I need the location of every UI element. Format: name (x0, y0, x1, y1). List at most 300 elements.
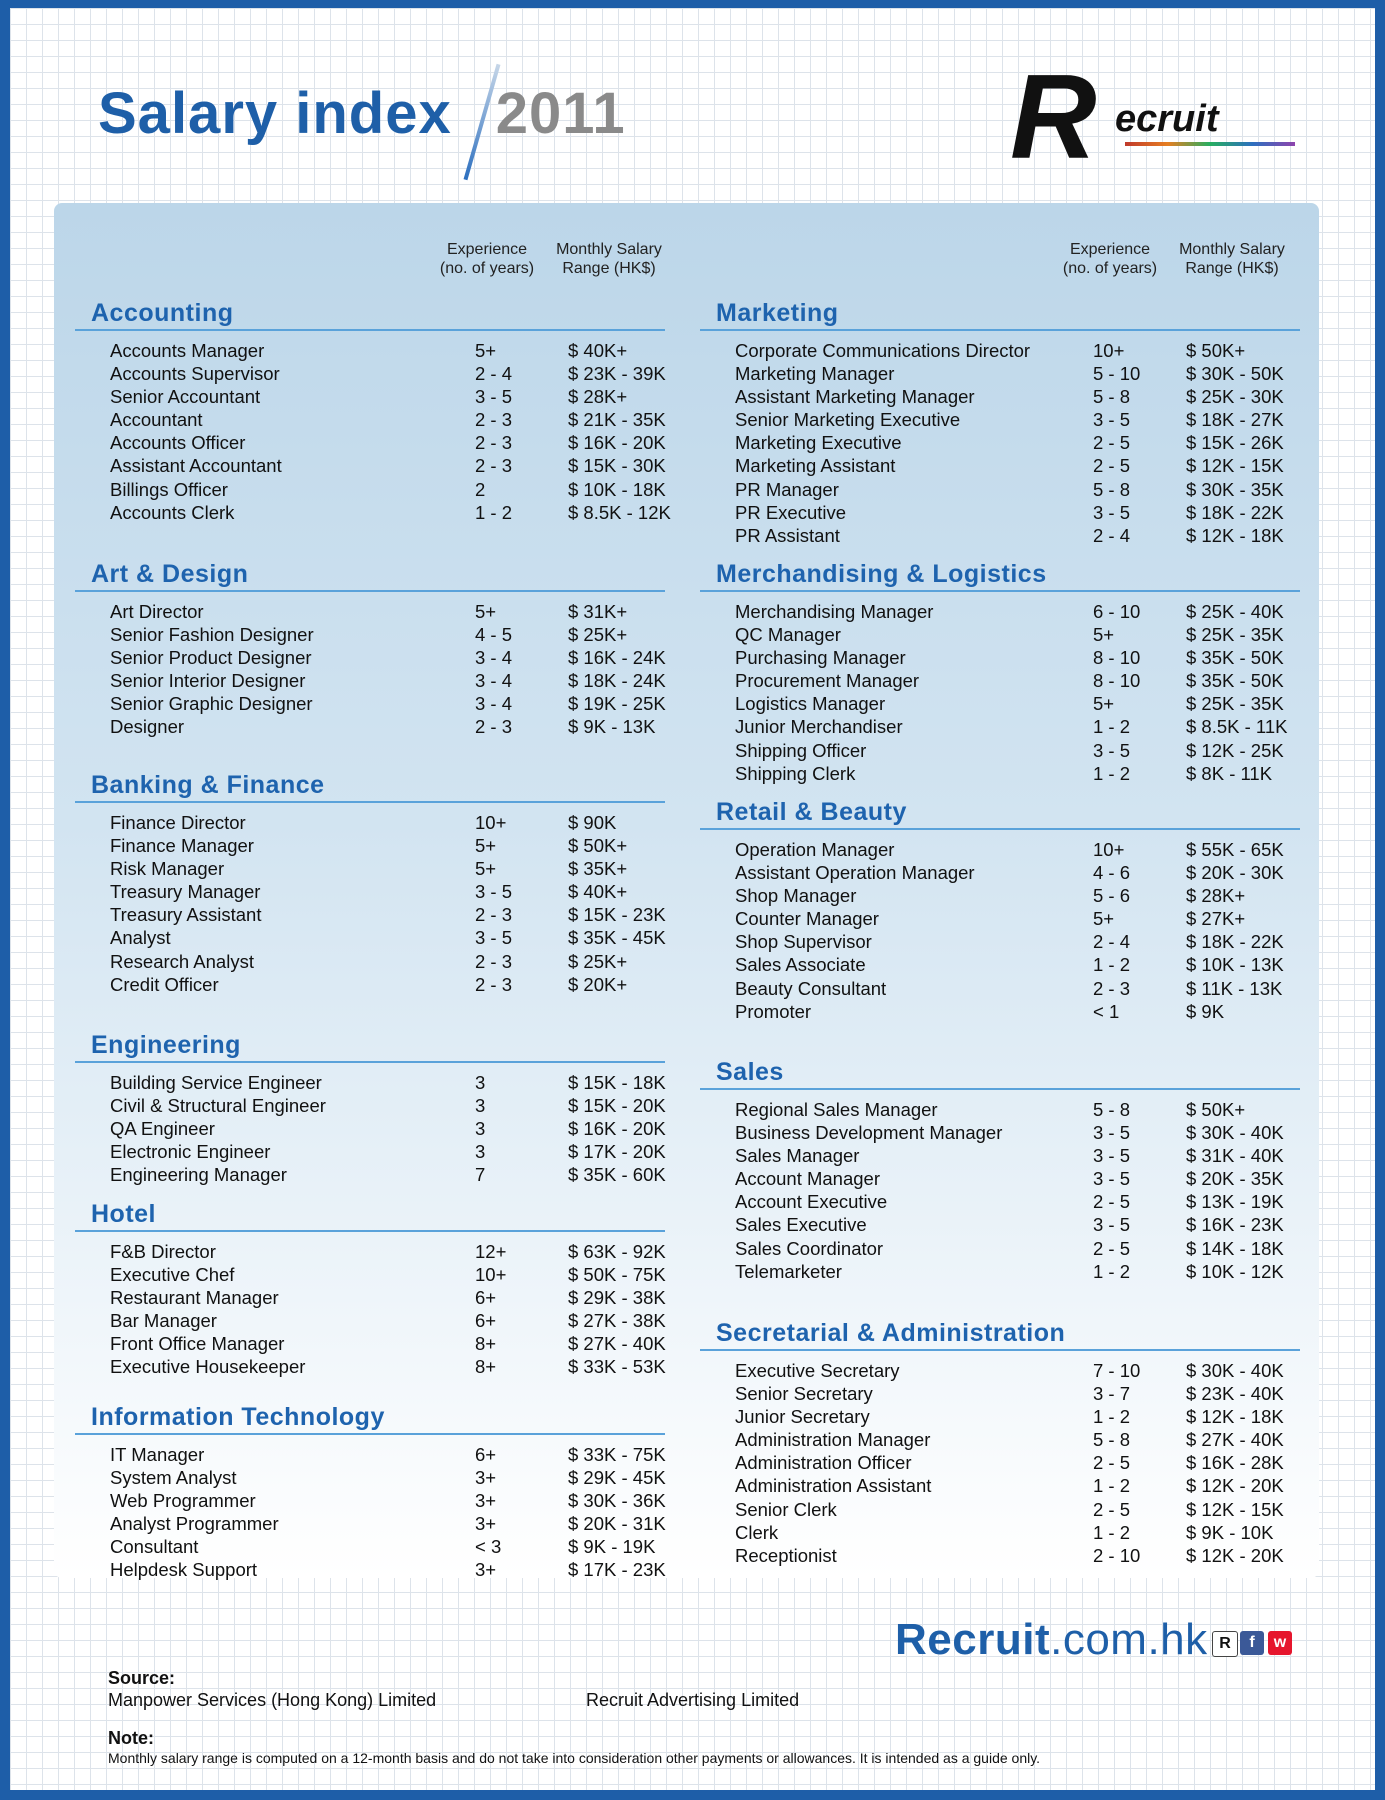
salary-range: $ 27K - 40K (568, 1333, 666, 1355)
salary-row (75, 834, 665, 857)
experience-value: 3 (475, 1095, 486, 1117)
experience-value: 2 - 5 (1093, 1191, 1131, 1213)
salary-list (700, 600, 1300, 785)
salary-row (75, 385, 665, 408)
job-title: Senior Marketing Executive (735, 409, 961, 431)
experience-value: 5+ (1093, 908, 1115, 930)
salary-row (700, 501, 1300, 524)
job-title: Senior Secretary (735, 1383, 873, 1405)
recruit-logo (1010, 50, 1310, 184)
job-title: Senior Accountant (110, 386, 261, 408)
salary-range: $ 33K - 53K (568, 1356, 666, 1378)
job-title: Front Office Manager (110, 1333, 285, 1355)
job-title: Telemarketer (735, 1260, 842, 1282)
experience-value: 3 - 5 (1093, 1168, 1131, 1190)
salary-range: $ 25K - 40K (1186, 601, 1284, 622)
salary-range: $ 12K - 18K (1186, 1406, 1284, 1428)
salary-row (700, 1213, 1300, 1236)
job-title: Assistant Operation Manager (735, 862, 975, 884)
salary-range: $ 35K+ (568, 858, 628, 880)
section-title: Banking & Finance (75, 770, 665, 803)
job-title: Senior Product Designer (110, 647, 312, 669)
salary-row (700, 739, 1300, 762)
experience-column-header (1055, 240, 1165, 278)
job-title: Art Director (110, 601, 204, 622)
job-title: Accounts Supervisor (110, 363, 280, 385)
experience-value: 2 - 3 (475, 716, 513, 738)
recruit-icon[interactable]: R (1212, 1631, 1238, 1657)
salary-list (75, 1443, 665, 1582)
experience-value: 3 - 4 (475, 647, 513, 669)
page-title (98, 80, 626, 147)
salary-range: $ 21K - 35K (568, 409, 666, 431)
salary-row (700, 524, 1300, 547)
section-title: Merchandising & Logistics (700, 559, 1300, 592)
salary-range: $ 35K - 50K (1186, 670, 1284, 692)
salary-range: $ 18K - 22K (1186, 931, 1284, 953)
salary-range: $ 16K - 20K (568, 1118, 666, 1140)
experience-value: 3 - 5 (1093, 1145, 1131, 1167)
job-title: Administration Manager (735, 1429, 931, 1451)
job-title: Research Analyst (110, 950, 254, 972)
experience-value: 5 - 10 (1093, 363, 1141, 385)
job-title: Senior Clerk (735, 1498, 837, 1520)
salary-row (75, 431, 665, 454)
experience-value: 8 - 10 (1093, 647, 1141, 669)
salary-row (75, 646, 665, 669)
salary-range: $ 50K - 75K (568, 1264, 666, 1286)
salary-range: $ 55K - 65K (1186, 839, 1284, 860)
salary-range: $ 16K - 20K (568, 432, 666, 454)
experience-value: 5+ (475, 858, 497, 880)
salary-range: $ 14K - 18K (1186, 1237, 1284, 1259)
experience-value: 3+ (475, 1467, 497, 1489)
salary-range: $ 10K - 13K (1186, 954, 1284, 976)
salary-range: $ 12K - 15K (1186, 1498, 1284, 1520)
experience-value: 6 - 10 (1093, 601, 1141, 622)
salary-row (700, 1098, 1300, 1121)
salary-row (700, 1428, 1300, 1451)
title-text: Salary index (98, 81, 452, 146)
salary-range: $ 20K - 31K (568, 1513, 666, 1535)
job-title: Helpdesk Support (110, 1559, 258, 1581)
salary-row (700, 762, 1300, 785)
job-title: Engineering Manager (110, 1164, 287, 1186)
salary-row (75, 1286, 665, 1309)
salary-range: $ 9K (1186, 1000, 1225, 1022)
job-title: Senior Interior Designer (110, 670, 306, 692)
job-title: Sales Manager (735, 1145, 860, 1167)
job-title: Promoter (735, 1000, 812, 1022)
section-2 (75, 770, 665, 996)
salary-row (75, 501, 671, 524)
job-title: Bar Manager (110, 1310, 217, 1332)
job-title: Finance Manager (110, 835, 254, 857)
experience-value: 2 - 4 (1093, 524, 1131, 546)
salary-range: $ 30K - 35K (1186, 478, 1284, 500)
job-title: Executive Housekeeper (110, 1356, 306, 1378)
salary-row (75, 857, 665, 880)
salary-row (75, 1466, 665, 1489)
header-line: Monthly Salary (556, 241, 662, 258)
job-title: Billings Officer (110, 478, 228, 500)
job-title: Marketing Manager (735, 363, 895, 385)
salary-range: $ 25K+ (568, 950, 628, 972)
salary-row (700, 1190, 1300, 1213)
salary-row (700, 362, 1300, 385)
logo-initial: R (1010, 50, 1097, 184)
salary-list (700, 1098, 1300, 1283)
salary-range: $ 18K - 24K (568, 670, 666, 692)
salary-range: $ 27K+ (1186, 908, 1246, 930)
job-title: Executive Chef (110, 1264, 235, 1286)
salary-row (75, 880, 665, 903)
salary-row (700, 1237, 1300, 1260)
salary-range: $ 12K - 25K (1186, 739, 1284, 761)
experience-value: 5 - 8 (1093, 1429, 1131, 1451)
salary-row (700, 431, 1300, 454)
section-title: Engineering (75, 1030, 665, 1063)
salary-range: $ 8.5K - 11K (1186, 716, 1288, 738)
experience-value: 10+ (1093, 340, 1125, 361)
salary-range: $ 31K+ (568, 601, 628, 622)
section-0 (75, 298, 671, 524)
salary-row (700, 715, 1300, 738)
salary-row (700, 861, 1300, 884)
job-title: Sales Executive (735, 1214, 867, 1236)
salary-range: $ 17K - 20K (568, 1141, 666, 1163)
salary-range: $ 12K - 20K (1186, 1475, 1284, 1497)
salary-range: $ 15K - 23K (568, 904, 666, 926)
salary-range: $ 29K - 38K (568, 1287, 666, 1309)
experience-value: 5+ (1093, 624, 1115, 646)
experience-value: 2 - 5 (1093, 455, 1131, 477)
job-title: Business Development Manager (735, 1122, 1003, 1144)
experience-value: 2 - 3 (1093, 977, 1131, 999)
job-title: Shipping Officer (735, 739, 867, 761)
experience-value: 1 - 2 (1093, 1475, 1131, 1497)
job-title: Shop Supervisor (735, 931, 872, 953)
experience-value: 3 - 5 (1093, 501, 1131, 523)
job-title: Web Programmer (110, 1490, 256, 1512)
job-title: Accounts Manager (110, 340, 265, 361)
salary-row (700, 1167, 1300, 1190)
salary-row (75, 926, 665, 949)
section-title: Accounting (75, 298, 665, 331)
salary-range: $ 40K+ (568, 881, 628, 903)
salary-row (700, 1382, 1300, 1405)
salary-range: $ 12K - 18K (1186, 524, 1284, 546)
salary-row (75, 478, 665, 501)
job-title: PR Executive (735, 501, 847, 523)
salary-list (75, 811, 665, 996)
salary-list (75, 600, 665, 739)
experience-value: 1 - 2 (475, 501, 513, 523)
salary-row (75, 362, 665, 385)
salary-range: $ 16K - 23K (1186, 1214, 1284, 1236)
experience-value: 2 - 3 (475, 973, 513, 995)
salary-range: $ 9K - 19K (568, 1536, 656, 1558)
experience-value: 5+ (475, 340, 497, 361)
salary-list (700, 339, 1300, 547)
job-title: Shop Manager (735, 885, 857, 907)
salary-range: $ 12K - 20K (1186, 1544, 1284, 1566)
salary-range: $ 30K - 40K (1186, 1122, 1284, 1144)
header-line: Range (HK$) (1185, 260, 1279, 277)
salary-range: $ 8.5K - 12K (568, 501, 671, 523)
salary-range: $ 29K - 45K (568, 1467, 666, 1489)
experience-value: 8+ (475, 1356, 497, 1378)
header-line: Experience (1069, 241, 1151, 258)
salary-range: $ 17K - 23K (568, 1559, 666, 1581)
salary-row (75, 1535, 665, 1558)
experience-value: 3 - 4 (475, 670, 513, 692)
job-title: Restaurant Manager (110, 1287, 279, 1309)
salary-range: $ 25K - 35K (1186, 624, 1284, 646)
salary-row (75, 454, 665, 477)
section-title: Hotel (75, 1199, 665, 1232)
job-title: Purchasing Manager (735, 647, 906, 669)
job-title: Shipping Clerk (735, 762, 856, 784)
salary-range: $ 50K+ (1186, 340, 1246, 361)
job-title: Executive Secretary (735, 1360, 900, 1381)
salary-range: $ 25K+ (568, 624, 628, 646)
experience-value: 3 - 5 (1093, 409, 1131, 431)
experience-value: 7 (475, 1164, 486, 1186)
job-title: Electronic Engineer (110, 1141, 271, 1163)
job-title: Senior Graphic Designer (110, 693, 313, 715)
note-text: Monthly salary range is computed on a 12-month basis and do not take into consideration other payments or allowances. It is intended as a guide only. (108, 1750, 1041, 1766)
experience-value: 3 (475, 1118, 486, 1140)
logo-color-bar (1125, 142, 1295, 146)
brand-url[interactable] (895, 1615, 1208, 1665)
experience-value: 1 - 2 (1093, 762, 1131, 784)
salary-row (700, 1000, 1300, 1023)
salary-row (700, 1121, 1300, 1144)
section-title: Sales (700, 1057, 1300, 1090)
salary-row (75, 715, 665, 738)
job-title: Consultant (110, 1536, 199, 1558)
experience-value: 6+ (475, 1444, 497, 1465)
experience-value: 2 - 5 (1093, 1237, 1131, 1259)
salary-row (700, 1260, 1300, 1283)
salary-row (75, 1355, 665, 1378)
job-title: Corporate Communications Director (735, 340, 1031, 361)
salary-range: $ 11K - 13K (1186, 977, 1283, 999)
experience-value: 2 (475, 478, 486, 500)
job-title: Risk Manager (110, 858, 225, 880)
salary-range: $ 20K+ (568, 973, 628, 995)
experience-value: 2 - 3 (475, 950, 513, 972)
experience-value: 2 - 5 (1093, 432, 1131, 454)
salary-row (700, 953, 1300, 976)
salary-range: $ 30K - 36K (568, 1490, 666, 1512)
experience-value: 2 - 4 (1093, 931, 1131, 953)
experience-value: 3 (475, 1072, 486, 1093)
salary-row (700, 977, 1300, 1000)
job-title: Account Manager (735, 1168, 881, 1190)
salary-range: $ 30K - 50K (1186, 363, 1284, 385)
job-title: Counter Manager (735, 908, 879, 930)
salary-row (75, 1263, 665, 1286)
salary-range: $ 15K - 26K (1186, 432, 1284, 454)
salary-row (700, 646, 1300, 669)
job-title: Junior Merchandiser (735, 716, 903, 738)
salary-range: $ 30K - 40K (1186, 1360, 1284, 1381)
salary-range: $ 9K - 10K (1186, 1521, 1274, 1543)
job-title: Marketing Executive (735, 432, 902, 454)
header-line: Experience (446, 241, 528, 258)
experience-value: 2 - 3 (475, 455, 513, 477)
salary-range: $ 35K - 60K (568, 1164, 666, 1186)
job-title: Regional Sales Manager (735, 1099, 938, 1120)
salary-range: $ 63K - 92K (568, 1241, 666, 1262)
job-title: Clerk (735, 1521, 779, 1543)
salary-row (75, 1240, 665, 1263)
salary-range: $ 28K+ (568, 386, 628, 408)
salary-range: $ 10K - 12K (1186, 1260, 1284, 1282)
source-recruit: Recruit Advertising Limited (586, 1690, 800, 1710)
salary-row (75, 600, 665, 623)
salary-range: $ 35K - 50K (1186, 647, 1284, 669)
job-title: Merchandising Manager (735, 601, 934, 622)
job-title: PR Assistant (735, 524, 840, 546)
job-title: System Analyst (110, 1467, 237, 1489)
experience-value: 8+ (475, 1333, 497, 1355)
salary-range: $ 50K+ (568, 835, 628, 857)
brand-domain: .com.hk (1050, 1615, 1208, 1664)
salary-range: $ 20K - 35K (1186, 1168, 1284, 1190)
job-title: Sales Coordinator (735, 1237, 884, 1259)
salary-row (700, 454, 1300, 477)
section-2 (700, 797, 1300, 1023)
experience-value: 7 - 10 (1093, 1360, 1141, 1381)
salary-row (75, 950, 665, 973)
section-title: Retail & Beauty (700, 797, 1300, 830)
experience-value: 10+ (475, 812, 507, 833)
experience-value: 2 - 4 (475, 363, 513, 385)
salary-row (75, 1309, 665, 1332)
job-title: Assistant Marketing Manager (735, 386, 975, 408)
experience-value: 6+ (475, 1287, 497, 1309)
salary-row (75, 973, 665, 996)
experience-value: 3 - 5 (475, 927, 513, 949)
salary-row (75, 1140, 665, 1163)
salary-row (700, 339, 1300, 362)
facebook-icon[interactable]: f (1240, 1631, 1264, 1655)
salary-row (75, 1443, 665, 1466)
section-3 (700, 1057, 1300, 1283)
salary-range: $ 27K - 40K (1186, 1429, 1284, 1451)
job-title: Beauty Consultant (735, 977, 887, 999)
experience-value: 3 (475, 1141, 486, 1163)
salary-row (75, 903, 665, 926)
job-title: Accounts Clerk (110, 501, 235, 523)
salary-row (700, 1474, 1300, 1497)
salary-range: $ 31K - 40K (1186, 1145, 1284, 1167)
section-4 (700, 1318, 1300, 1567)
experience-value: 10+ (475, 1264, 507, 1286)
job-title: Account Executive (735, 1191, 888, 1213)
salary-row (75, 1163, 665, 1186)
salary-range: $ 18K - 22K (1186, 501, 1284, 523)
section-1 (700, 559, 1300, 785)
salary-range: $ 15K - 30K (568, 455, 666, 477)
salary-row (75, 811, 665, 834)
job-title: Designer (110, 716, 185, 738)
section-title: Marketing (700, 298, 1300, 331)
job-title: Building Service Engineer (110, 1072, 322, 1093)
experience-value: 8 - 10 (1093, 670, 1141, 692)
salary-range: $ 10K - 18K (568, 478, 666, 500)
job-title: PR Manager (735, 478, 839, 500)
salary-row (75, 1332, 665, 1355)
salary-row (75, 339, 665, 362)
salary-row (700, 1544, 1300, 1567)
experience-value: 6+ (475, 1310, 497, 1332)
experience-value: 3 - 5 (1093, 1122, 1131, 1144)
salary-row (75, 1117, 665, 1140)
experience-value: 3 - 5 (1093, 1214, 1131, 1236)
experience-value: 2 - 3 (475, 409, 513, 431)
salary-row (700, 838, 1300, 861)
experience-value: 5 - 8 (1093, 478, 1131, 500)
experience-value: 12+ (475, 1241, 507, 1262)
logo-wordmark: ecruit (1115, 98, 1219, 140)
job-title: IT Manager (110, 1444, 205, 1465)
salary-range: $ 12K - 15K (1186, 455, 1284, 477)
experience-value: 3 - 5 (475, 386, 513, 408)
job-title: Civil & Structural Engineer (110, 1095, 326, 1117)
experience-value: 3 - 7 (1093, 1383, 1131, 1405)
salary-list (75, 1240, 665, 1379)
experience-value: 5+ (475, 601, 497, 622)
job-title: Senior Fashion Designer (110, 624, 314, 646)
salary-row (700, 1144, 1300, 1167)
job-title: Marketing Assistant (735, 455, 896, 477)
salary-row (75, 669, 665, 692)
experience-value: 10+ (1093, 839, 1125, 860)
header-line: Range (HK$) (562, 260, 656, 277)
job-title: Sales Associate (735, 954, 866, 976)
job-title: Procurement Manager (735, 670, 920, 692)
experience-value: < 3 (475, 1536, 502, 1558)
source-label: Source: (108, 1668, 176, 1688)
note-label: Note: (108, 1728, 154, 1748)
salary-list (75, 1071, 665, 1186)
experience-value: 3 - 4 (475, 693, 513, 715)
salary-column-header (546, 240, 672, 278)
experience-value: < 1 (1093, 1000, 1120, 1022)
salary-row (700, 669, 1300, 692)
experience-value: 1 - 2 (1093, 1406, 1131, 1428)
salary-range: $ 15K - 18K (568, 1072, 666, 1093)
job-title: Logistics Manager (735, 693, 886, 715)
salary-range: $ 27K - 38K (568, 1310, 666, 1332)
job-title: Accountant (110, 409, 203, 431)
section-title: Secretarial & Administration (700, 1318, 1300, 1351)
salary-range: $ 33K - 75K (568, 1444, 666, 1465)
salary-range: $ 8K - 11K (1186, 762, 1273, 784)
job-title: Accounts Officer (110, 432, 246, 454)
salary-row (75, 1071, 665, 1094)
section-5 (75, 1402, 665, 1582)
salary-range: $ 18K - 27K (1186, 409, 1284, 431)
salary-range: $ 40K+ (568, 340, 628, 361)
weibo-icon[interactable]: w (1268, 1631, 1292, 1655)
experience-value: 1 - 2 (1093, 954, 1131, 976)
experience-value: 5+ (475, 835, 497, 857)
